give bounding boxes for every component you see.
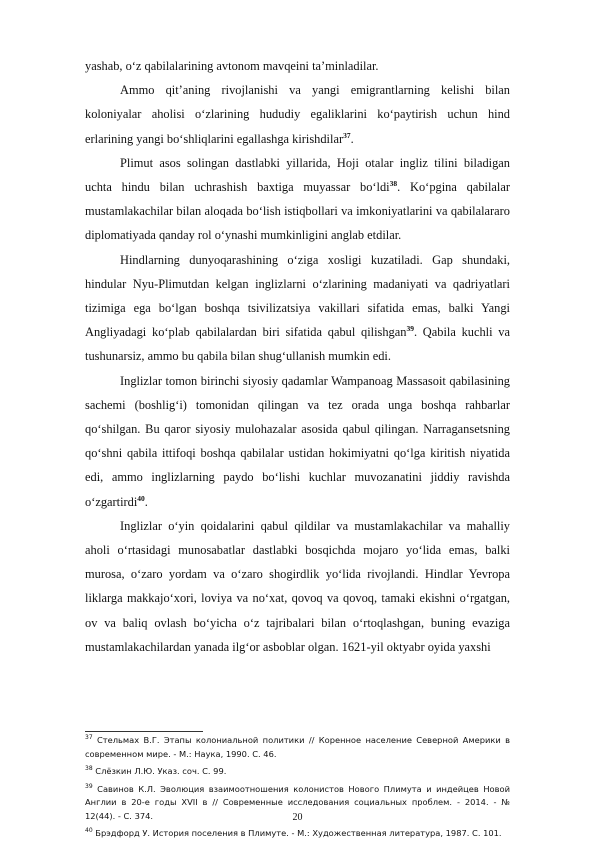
- paragraph-4: Hindlarning dunyoqarashining o‘ziga xosligi kuzatiladi. Gap shundaki, hindular Nyu-Plimutdan kelgan inglizlarni o‘zlarining madaniyati va qadriyatlari tizimiga ega bo‘lgan boshqa tsivilizatsiya vakillari sifatida emas, balki Yangi Angliyadagi ko‘plab qabilalardan biri sifatida qabul qilishgan$^{39}$. Qabila kuchli va tushunarsiz, ammo bu qabila bilan shug‘ullanish mumkin edi.: [85, 252, 510, 364]
- footnote-39: $^{39}$ Савинов К.Л. Эволюция взаимоотношения колонистов Нового Плимута и индейцев Новой Англии в 20-е годы XVII в // Современные исследования социальных проблем. - 2014. - № 12(44). - С. 374.: [85, 782, 510, 821]
- body-text: [85, 54, 510, 659]
- paragraph-5: Inglizlar tomon birinchi siyosiy qadamlar Wampanoag Massasoit qabilasining sachemi (boshlig‘i) tomonidan qilingan va tez orada unga boshqa rahbarlar qo‘shilgan. Bu qaror siyosiy mulohazalar asosida qabul qilingan. Narragansetsning qo‘shni qabila ittifoqi boshqa qabilalar ustidan hokimiyatni qo‘lga kiritish niyatida edi, ammo inglizlarning paydo bo‘lishi kuchlar muvozanatini jiddiy ravishda o‘zgartirdi$^{40}$.: [85, 373, 510, 509]
- paragraph-1: yashab, o‘z qabilalarining avtonom mavqeini ta’minladilar.: [85, 59, 379, 73]
- footnotes: [85, 734, 510, 845]
- footnote-separator: [85, 731, 203, 732]
- paragraph-6: Inglizlar o‘yin qoidalarini qabul qildilar va mustamlakachilar va mahalliy aholi o‘rtasidagi munosabatlar dastlabki bosqichda mojaro yo‘lida emas, balki murosa, o‘zaro yordam va o‘zaro shogirdlik yo‘lida rivojlandi. Hindlar Yevropa liklarga makkajo‘xori, loviya va no‘xat, qovoq va qovoq, tamaki ekishni o‘rgatgan, ov va baliq ovlash bo‘yicha o‘z tajribalari bilan o‘rtoqlashgan, buning evaziga mustamlakachilardan yanada ilg‘or asboblar olgan. 1621-yil oktyabr oyida yaxshi: [85, 518, 510, 654]
- paragraph-2: Ammo qit’aning rivojlanishi va yangi emigrantlarning kelishi bilan koloniyalar aholisi o‘zlarining hududiy egaliklarini ko‘paytirish uchun hind erlarining yangi bo‘shliqlarini egallashga kirishdilar$^{37}$.: [85, 83, 510, 146]
- footnote-37: $^{37}$ Стельмах В.Г. Этапы колониальной политики // Коренное население Северной Америки в современном мире. - М.: Наука, 1990. С. 46.: [85, 734, 510, 759]
- footnote-ref-40[interactable]: 40: [137, 493, 145, 503]
- paragraph-3: Plimut asos solingan dastlabki yillarida, Hoji otalar ingliz tilini biladigan uchta hindu bilan uchrashish baxtiga muyassar bo‘ldi$^{38}$. Ko‘pgina qabilalar mustamlakachilar bilan aloqada bo‘lish istiqbollari va imkoniyatlarini va qabilalararo diplomatiyada qanday rol o‘ynashi mumkinligini anglab etdilar.: [85, 155, 511, 243]
- footnote-38: $^{38}$ Слёзкин Л.Ю. Указ. соч. С. 99.: [85, 765, 227, 776]
- footnote-ref-37[interactable]: 37: [343, 130, 351, 140]
- footnote-ref-38[interactable]: 38: [389, 178, 398, 188]
- footnote-40: $^{40}$ Брэдфорд У. История поселения в Плимуте. - М.: Художественная литература, 1987. С. 101.: [85, 827, 502, 838]
- page-number: 20: [292, 812, 303, 823]
- footnote-ref-39[interactable]: 39: [406, 324, 414, 334]
